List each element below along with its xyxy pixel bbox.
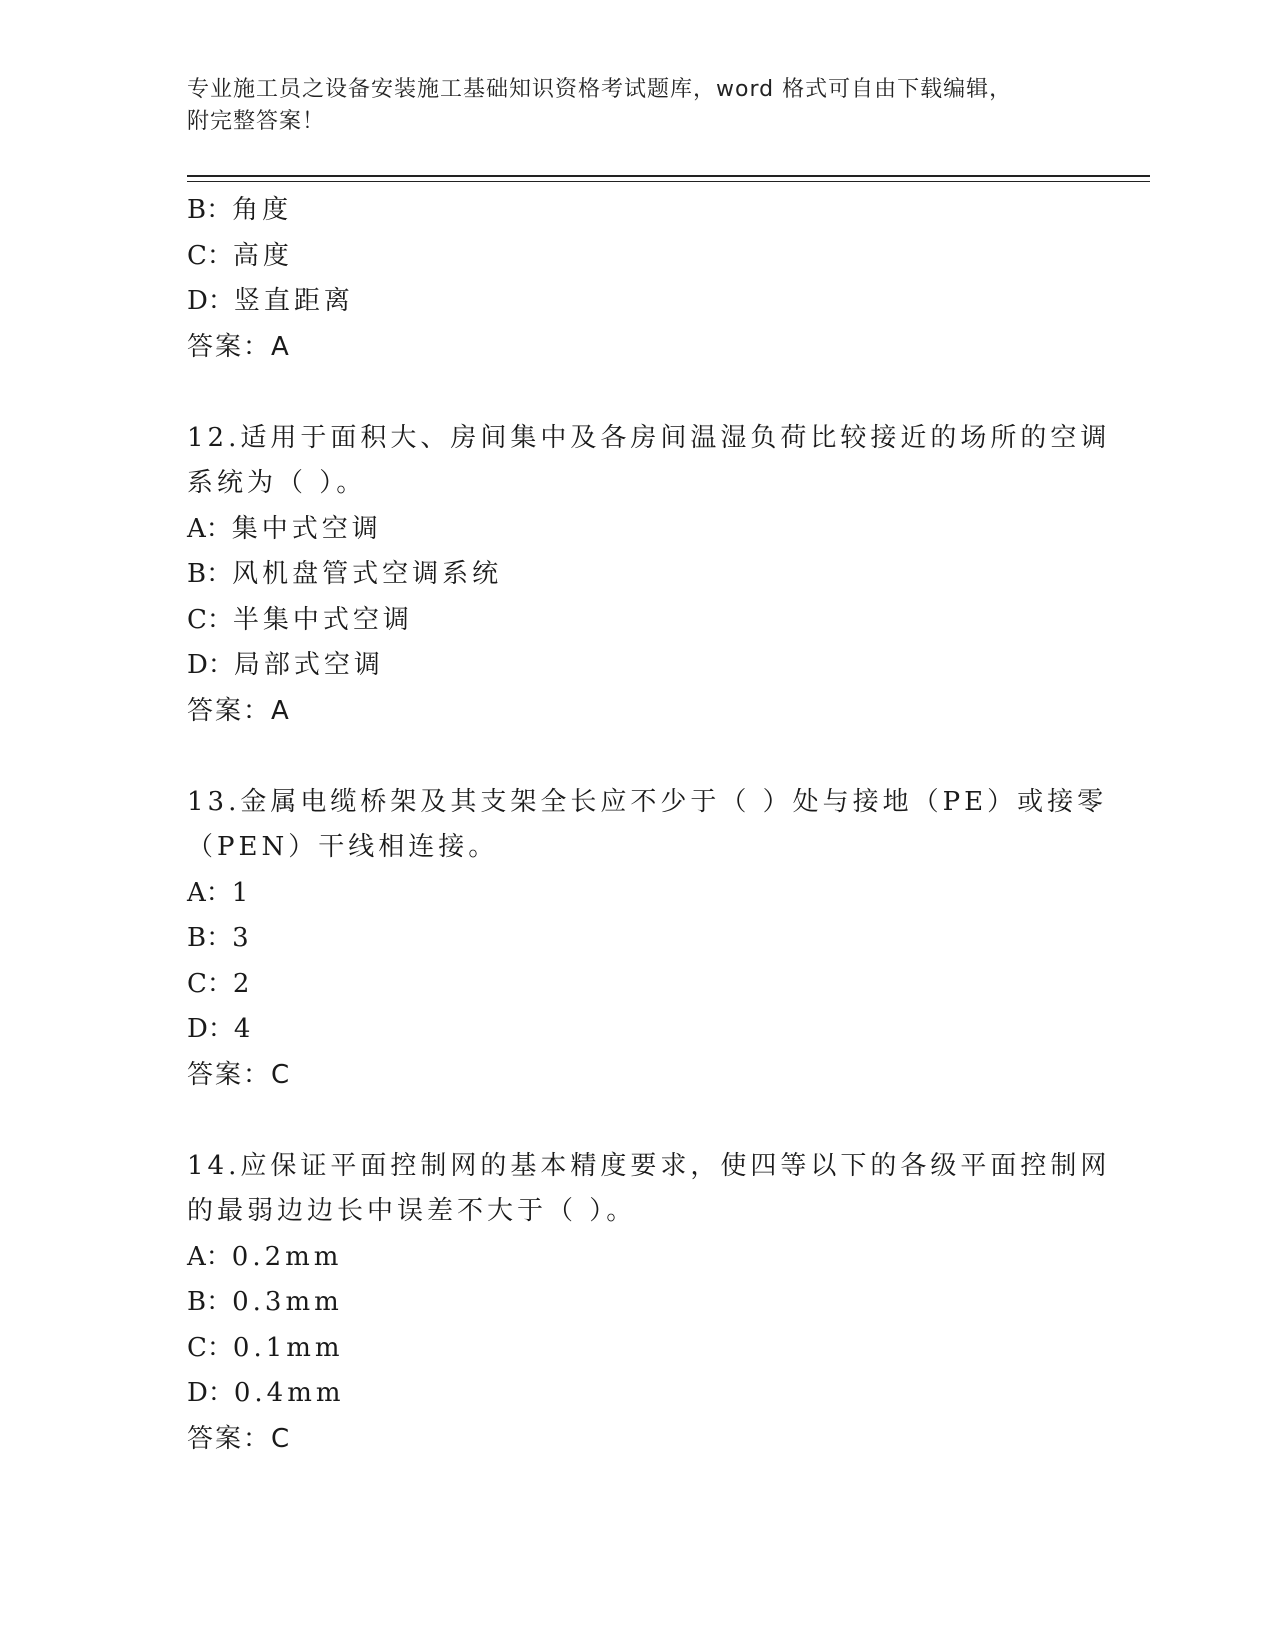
option-d — [187, 1007, 1087, 1053]
question-13 — [187, 780, 1108, 1099]
answer-line: 答案：C — [187, 1059, 292, 1090]
answer-line: 答案：C — [187, 1423, 292, 1454]
option-label: D： — [187, 1014, 234, 1044]
option-b — [187, 1280, 1087, 1326]
option-text: 0.2mm — [231, 1241, 343, 1272]
question-11-continued — [187, 188, 1087, 370]
answer-line: 答案：A — [187, 695, 291, 726]
option-label: B： — [187, 1287, 233, 1317]
spacer — [187, 370, 1087, 416]
answer-line: 答案：A — [187, 331, 291, 362]
option-label: D： — [187, 650, 234, 680]
option-text: 集中式空调 — [231, 513, 382, 544]
option-text: 局部式空调 — [233, 650, 384, 680]
option-label: A： — [187, 1241, 232, 1272]
question-stem-line-2: 系统为（ ）。 — [187, 468, 367, 498]
option-c — [187, 962, 1087, 1008]
option-c — [187, 234, 1087, 280]
option-b — [187, 188, 1087, 234]
header-divider-thick — [187, 175, 1150, 177]
question-list — [187, 188, 1111, 1462]
option-c — [187, 1326, 1087, 1372]
question-14 — [187, 1144, 1111, 1463]
question-stem-line-1: 12.适用于面积大、房间集中及各房间温湿负荷比较接近的场所的空调 — [187, 422, 1111, 453]
header-divider-thin — [187, 181, 1150, 182]
option-label: D： — [187, 286, 234, 316]
document-header — [187, 74, 1067, 138]
option-text: 0.4mm — [233, 1378, 345, 1408]
option-label: C： — [187, 1332, 233, 1363]
option-c — [187, 598, 1087, 644]
option-label: A： — [187, 877, 232, 908]
option-label: A： — [187, 513, 232, 544]
option-a — [187, 1235, 1087, 1281]
option-text: 4 — [233, 1014, 255, 1044]
option-d — [187, 279, 1087, 325]
option-label: D： — [187, 1378, 234, 1408]
option-label: C： — [187, 240, 233, 271]
option-text: 风机盘管式空调系统 — [232, 559, 503, 589]
header-line-2: 附完整答案！ — [187, 109, 326, 134]
option-text: 角度 — [232, 195, 293, 225]
option-b — [187, 552, 1087, 598]
option-d — [187, 643, 1087, 689]
option-text: 高度 — [232, 240, 293, 271]
option-label: C： — [187, 968, 233, 999]
option-text: 3 — [232, 923, 253, 953]
option-d — [187, 1371, 1087, 1417]
question-stem-line-1: 13.金属电缆桥架及其支架全长应不少于（ ）处与接地（PE）或接零 — [187, 786, 1108, 817]
option-label: B： — [187, 195, 233, 225]
option-text: 1 — [231, 877, 253, 908]
spacer — [187, 734, 1087, 780]
option-text: 半集中式空调 — [232, 604, 413, 635]
option-label: B： — [187, 923, 233, 953]
option-text: 竖直距离 — [233, 286, 354, 316]
option-a — [187, 871, 1087, 917]
question-stem-line-2: 的最弱边边长中误差不大于（ ）。 — [187, 1196, 637, 1226]
option-text: 2 — [232, 968, 254, 999]
option-label: B： — [187, 559, 233, 589]
option-b — [187, 916, 1087, 962]
question-12 — [187, 416, 1111, 735]
option-text: 0.1mm — [232, 1332, 344, 1363]
header-line-1: 专业施工员之设备安装施工基础知识资格考试题库，word 格式可自由下载编辑， — [187, 77, 1013, 102]
option-text: 0.3mm — [232, 1287, 343, 1317]
spacer — [187, 1098, 1087, 1144]
option-label: C： — [187, 604, 233, 635]
question-stem-line-1: 14.应保证平面控制网的基本精度要求，使四等以下的各级平面控制网 — [187, 1150, 1111, 1181]
question-stem-line-2: （PEN）干线相连接。 — [187, 832, 499, 862]
option-a — [187, 507, 1087, 553]
